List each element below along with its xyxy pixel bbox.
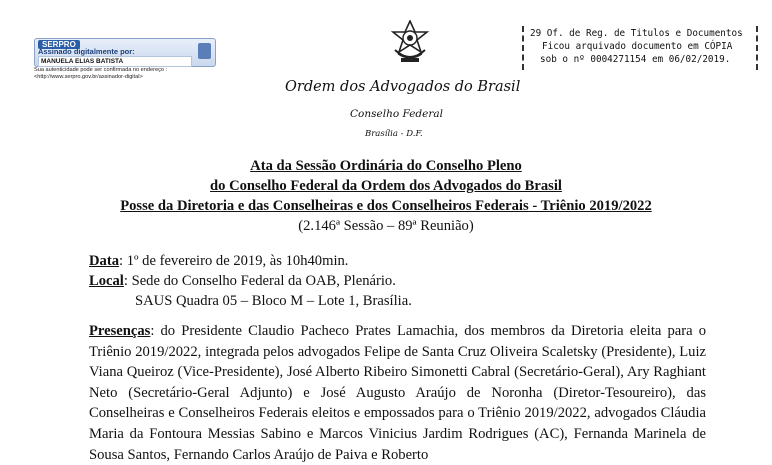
republic-crest-icon: [389, 20, 431, 64]
place-label: Local: [89, 273, 124, 289]
signer-name: MANUELA ELIAS BATISTA: [38, 56, 192, 67]
stamp-line3: sob o nº 0004271154 em 06/02/2019.: [540, 54, 731, 65]
signature-box: [34, 38, 216, 67]
document-title-line1: Ata da Sessão Ordinária do Conselho Pleno: [250, 158, 522, 174]
signature-note-line1: Sua autenticidade pode ser confirmada no endereço :: [34, 67, 168, 73]
document-title-line3: Posse da Diretoria e das Conselheiras e dos Conselheiros Federais - Triênio 2019/2022: [120, 198, 652, 214]
place-value: : Sede do Conselho Federal da OAB, Plenário.: [123, 273, 396, 289]
presence-paragraph: [89, 321, 706, 465]
date-label: Data: [89, 253, 119, 269]
place-row: [89, 273, 396, 290]
registry-stamp: [522, 26, 758, 70]
date-value: : 1º de fevereiro de 2019, às 10h40min.: [119, 253, 349, 269]
signed-by-label: Assinado digitalmente por:: [38, 47, 135, 56]
place-address: SAUS Quadra 05 – Bloco M – Lote 1, Brasília.: [135, 293, 412, 309]
letterhead-org: Ordem dos Advogados do Brasil: [285, 79, 521, 95]
presence-text: : do Presidente Claudio Pacheco Prates Lamachia, dos membros da Diretoria eleita para o Triênio 2019/2022, integrada pelos advogados Felipe de Santa Cruz Oliveira Scaletsky (Presidente), Luiz Viana Queiroz (Vice-Presidente), José Alberto Ribeiro Simonetti Cabral (Secretário-Geral), Ary Raghiant Neto (Secretário-Geral Adjunto) e José Augusto Araújo de Noronha (Diretor-Tesoureiro), das Conselheiras e Conselheiros Federais eleitos e empossados para o Triênio 2019/2022, advogados Cláudia Maria da Fontoura Messias Sabino e Marcos Vinicius Jardim Rodrigues (AC), Fernanda Marinela de Sousa Santos, Fernando Carlos Araújo de Paiva e Roberto: [89, 323, 706, 463]
signature-note-line2: <http://www.serpro.gov.br/assinador-digital>: [34, 73, 143, 80]
serpro-logo: SERPRO: [38, 40, 80, 49]
digital-signature-badge: [34, 38, 214, 82]
letterhead-council: Conselho Federal: [350, 108, 443, 120]
signature-note: [34, 67, 234, 80]
signature-check-icon: [198, 43, 211, 59]
letterhead-city: Brasília - D.F.: [365, 129, 423, 139]
document-title-line2: do Conselho Federal da Ordem dos Advogados do Brasil: [210, 178, 562, 194]
session-subtitle: (2.146ª Sessão – 89ª Reunião): [298, 218, 474, 234]
stamp-line2: Ficou arquivado documento em CÓPIA: [542, 41, 733, 52]
date-row: [89, 253, 348, 270]
presence-label: Presenças: [89, 323, 151, 339]
stamp-line1: 29 Of. de Reg. de Titulos e Documentos: [530, 28, 743, 39]
